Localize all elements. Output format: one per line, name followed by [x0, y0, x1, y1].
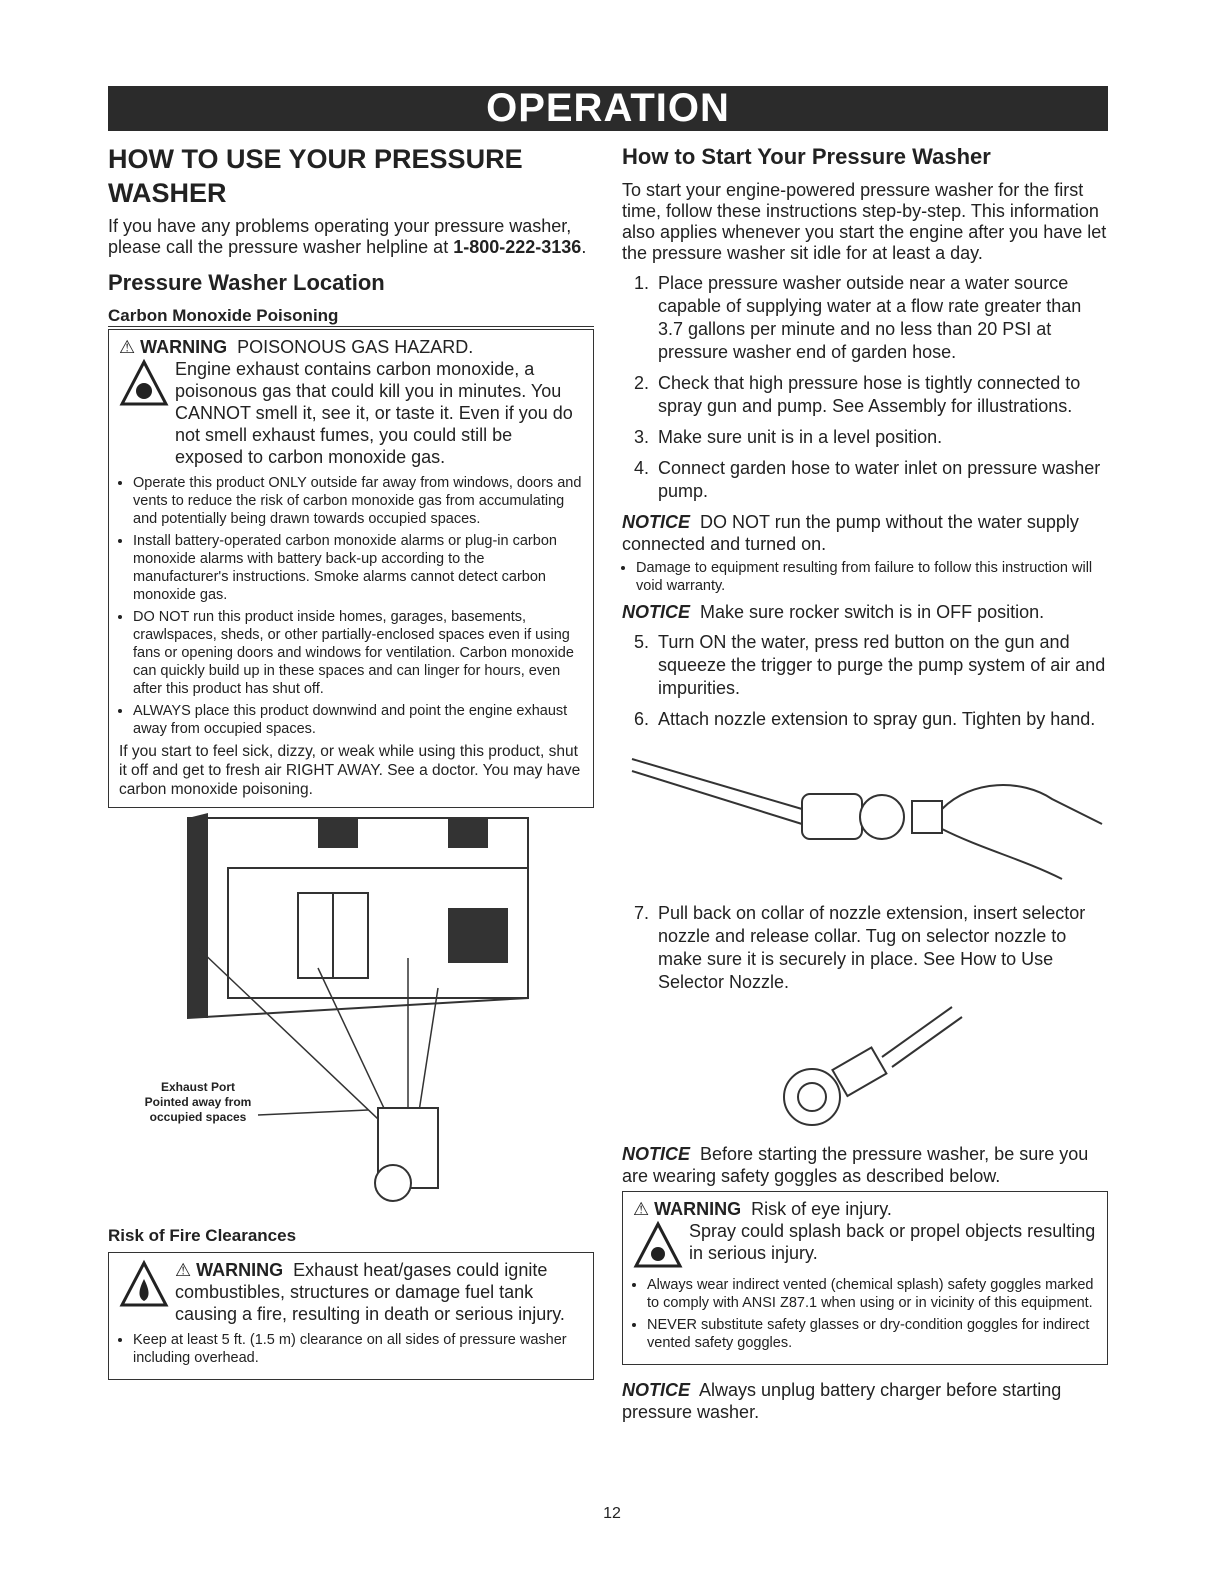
list-item: • Install battery-operated carbon monoxide alarms or plug-in carbon monoxide alarms with battery back-up according to the manufacturer's instructions. Smoke alarms cannot detect carbon monoxide gas.	[133, 532, 583, 604]
list-item: • Always wear indirect vented (chemical splash) safety goggles marked to comply with ANSI Z87.1 when using or in vicinity of this equipment.	[647, 1276, 1097, 1312]
exhaust-caption: Exhaust Port Pointed away from occupied spaces	[144, 1080, 252, 1124]
co-warning-text: Engine exhaust contains carbon monoxide, a poisonous gas that could kill you in minutes. You CANNOT smell it, see it, or taste it. Even if you do not smell exhaust fumes, you could still be exposed to carbon monoxide gas.	[175, 359, 573, 467]
list-item: • Keep at least 5 ft. (1.5 m) clearance on all sides of pressure washer including overhead.	[133, 1331, 583, 1367]
warning-title: POISONOUS GAS HAZARD.	[237, 337, 474, 357]
page-number: 12	[603, 1505, 621, 1522]
location-heading: Pressure Washer Location	[108, 270, 385, 295]
page-title: HOW TO USE YOUR PRESSURE WASHER	[108, 144, 523, 208]
warning-triangle-icon: ⚠	[175, 1260, 192, 1280]
co-bullets	[119, 474, 583, 738]
co-footer: If you start to feel sick, dizzy, or weak while using this product, shut it off and get to fresh air RIGHT AWAY. See a doctor. You may have carbon monoxide poisoning.	[119, 743, 581, 798]
start-heading: How to Start Your Pressure Washer	[622, 144, 991, 169]
house-illustration	[108, 808, 594, 1218]
fire-warning-text: Exhaust heat/gases could ignite combustibles, structures or damage fuel tank causing a fire, resulting in death or serious injury.	[175, 1260, 565, 1324]
warning-label: WARNING	[654, 1199, 742, 1219]
steps-list-b	[622, 631, 1108, 731]
list-item: 2. Check that high pressure hose is tightly connected to spray gun and pump. See Assembly for illustrations.	[654, 372, 1108, 418]
list-item: • DO NOT run this product inside homes, garages, basements, crawlspaces, sheds, or other partially-enclosed spaces even if using fans or opening doors and windows for ventilation. Carbon monoxide can quickly build up in these spaces and can linger for hours, even after this product has shut off.	[133, 608, 583, 698]
intro-text: If you have any problems operating your pressure washer, please call the pressure washer helpline at 1-800-222-3136.	[108, 216, 587, 257]
section-banner	[108, 86, 1108, 131]
list-item: • NEVER substitute safety glasses or dry-condition goggles for indirect vented safety goggles.	[647, 1316, 1097, 1352]
fire-hazard-icon	[119, 1259, 169, 1309]
eye-bullets	[633, 1276, 1097, 1352]
warning-title: Risk of eye injury.	[751, 1199, 892, 1219]
left-column	[108, 140, 594, 1380]
notice-rocker: NOTICE Make sure rocker switch is in OFF position.	[622, 602, 1045, 622]
eye-hazard-icon	[633, 1220, 683, 1270]
list-item: • Damage to equipment resulting from failure to follow this instruction will void warranty.	[636, 559, 1108, 595]
co-warning-box	[108, 329, 594, 808]
co-heading: Carbon Monoxide Poisoning	[108, 306, 594, 327]
list-item: • Operate this product ONLY outside far away from windows, doors and vents to reduce the risk of carbon monoxide gas from accumulating and potentially being drawn towards occupied spaces.	[133, 474, 583, 528]
warning-triangle-icon: ⚠	[633, 1199, 650, 1219]
helpline-phone: 1-800-222-3136	[453, 237, 582, 257]
warning-label: WARNING	[196, 1260, 284, 1280]
list-item: 1. Place pressure washer outside near a water source capable of supplying water at a flow rate greater than 3.7 gallons per minute and no less than 20 PSI at pressure washer end of garden hose.	[654, 272, 1108, 364]
house-washer-figure	[108, 808, 594, 1218]
start-intro: To start your engine-powered pressure washer for the first time, follow these instructions step-by-step. This information also applies whenever you start the engine after you have let the pressure washer sit idle for at least a day.	[622, 180, 1107, 263]
warning-triangle-icon: ⚠	[119, 337, 136, 357]
list-item: 4. Connect garden hose to water inlet on pressure washer pump.	[654, 457, 1108, 503]
eye-warning-box	[622, 1191, 1108, 1365]
fire-heading: Risk of Fire Clearances	[108, 1226, 297, 1245]
notice-bullets	[622, 559, 1108, 595]
list-item: 3. Make sure unit is in a level position.	[654, 426, 1108, 449]
notice-goggles: NOTICE Before starting the pressure washer, be sure you are wearing safety goggles as described below.	[622, 1144, 1089, 1186]
selector-nozzle-figure	[622, 1002, 1108, 1132]
steps-list-a	[622, 272, 1108, 503]
list-item: 6. Attach nozzle extension to spray gun. Tighten by hand.	[654, 708, 1108, 731]
gas-hazard-icon	[119, 358, 169, 408]
fire-warning-box	[108, 1252, 594, 1380]
right-column	[622, 140, 1108, 1427]
notice-charger: NOTICE Always unplug battery charger before starting pressure washer.	[622, 1380, 1062, 1422]
eye-warning-text: Spray could splash back or propel objects resulting in serious injury.	[689, 1221, 1096, 1263]
notice-water: NOTICE DO NOT run the pump without the water supply connected and turned on.	[622, 512, 1079, 554]
fire-bullets	[119, 1331, 583, 1367]
nozzle-extension-figure	[622, 739, 1108, 889]
list-item: • ALWAYS place this product downwind and point the engine exhaust away from occupied spaces.	[133, 702, 583, 738]
banner-title: OPERATION	[486, 86, 730, 130]
steps-list-c	[622, 902, 1108, 994]
warning-label: WARNING	[140, 337, 228, 357]
list-item: 5. Turn ON the water, press red button on the gun and squeeze the trigger to purge the pump system of air and impurities.	[654, 631, 1108, 700]
list-item: 7. Pull back on collar of nozzle extension, insert selector nozzle and release collar. Tug on selector nozzle to make sure it is securely in place. See How to Use Selector Nozzle.	[654, 902, 1108, 994]
